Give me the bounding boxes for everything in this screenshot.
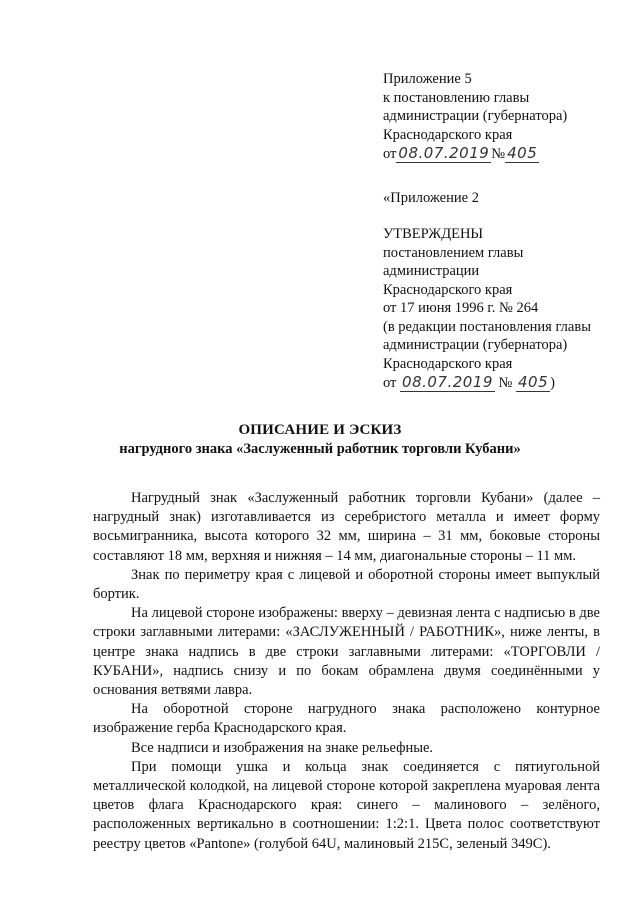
document-title bbox=[0, 421, 640, 458]
appendix-5-header bbox=[383, 70, 567, 164]
appendix-2-text: «Приложение 2 bbox=[383, 190, 479, 206]
approved-line: (в редакции постановления главы bbox=[383, 318, 591, 335]
approved-line: постановлением главы bbox=[383, 244, 524, 261]
approved-line: Краснодарского края bbox=[383, 281, 513, 298]
appendix-2-label bbox=[383, 189, 479, 208]
title-subtitle: нагрудного знака «Заслуженный работник торговли Кубани» bbox=[119, 440, 521, 457]
number-prefix: № bbox=[491, 146, 506, 162]
body-paragraph: На оборотной стороне нагрудного знака расположено контурное изображение герба Краснодарского края. bbox=[93, 701, 600, 737]
title-main: ОПИСАНИЕ И ЭСКИЗ bbox=[238, 422, 402, 438]
date-prefix: от bbox=[383, 146, 397, 162]
handwritten-date: 08.07.2019 bbox=[402, 373, 493, 391]
approved-date-line bbox=[383, 373, 591, 393]
body-paragraph: Нагрудный знак «Заслуженный работник торговли Кубани» (далее – нагрудный знак) изготавливается из серебристого металла и имеет форму восьмигранника, высота которого 32 мм, ширина – 31 мм, боковые стороны составляют 18 мм, верхняя и нижняя – 14 мм, диагональные стороны – 11 мм. bbox=[93, 490, 600, 564]
appendix-5-line: Приложение 5 bbox=[383, 71, 472, 87]
body-paragraph: При помощи ушка и кольца знак соединяется с пятиугольной металлической колодкой, на лицевой стороне которой закреплена муаровая лента цветов флага Краснодарского края: синего – малинового – зелёного, расположенных вертикально в соотношении: 1:2:1. Цвета полос соответствуют реестру цветов «Pantone» (голубой 64U, малиновый 215C, зеленый 349C). bbox=[93, 758, 600, 852]
handwritten-number: 405 bbox=[507, 144, 538, 162]
approved-line: администрации bbox=[383, 263, 480, 279]
date-prefix: от bbox=[383, 375, 397, 391]
handwritten-number: 405 bbox=[518, 373, 549, 391]
approved-line: Краснодарского края bbox=[383, 355, 513, 372]
approved-line: от 17 июня 1996 г. № 264 bbox=[383, 300, 539, 316]
appendix-5-date-line bbox=[383, 144, 567, 164]
appendix-5-line: к постановлению главы bbox=[383, 89, 530, 106]
appendix-5-line: Краснодарского края bbox=[383, 126, 513, 143]
handwritten-date: 08.07.2019 bbox=[398, 144, 490, 162]
approved-line: администрации (губернатора) bbox=[383, 337, 568, 353]
body-paragraph: Все надписи и изображения на знаке рельефные. bbox=[131, 739, 434, 756]
body-paragraph: Знак по периметру края с лицевой и оборотной стороны имеет выпуклый бортик. bbox=[93, 566, 600, 603]
closing-parenthesis: ) bbox=[550, 375, 555, 391]
description-body bbox=[93, 489, 600, 854]
approved-heading: УТВЕРЖДЕНЫ bbox=[383, 226, 484, 242]
number-prefix: № bbox=[498, 375, 513, 391]
body-paragraph: На лицевой стороне изображены: вверху – девизная лента с надписью в две строки заглавными литерами: «ЗАСЛУЖЕННЫЙ / РАБОТНИК», ниже ленты, в центре знака надпись в две строки заглавными литерами: «ТОРГОВЛИ / КУБАНИ», надпись снизу и по бокам обрамлена двумя соединёнными у основания ветвями лавра. bbox=[93, 605, 600, 699]
appendix-5-line: администрации (губернатора) bbox=[383, 108, 568, 124]
approved-block bbox=[383, 225, 591, 393]
